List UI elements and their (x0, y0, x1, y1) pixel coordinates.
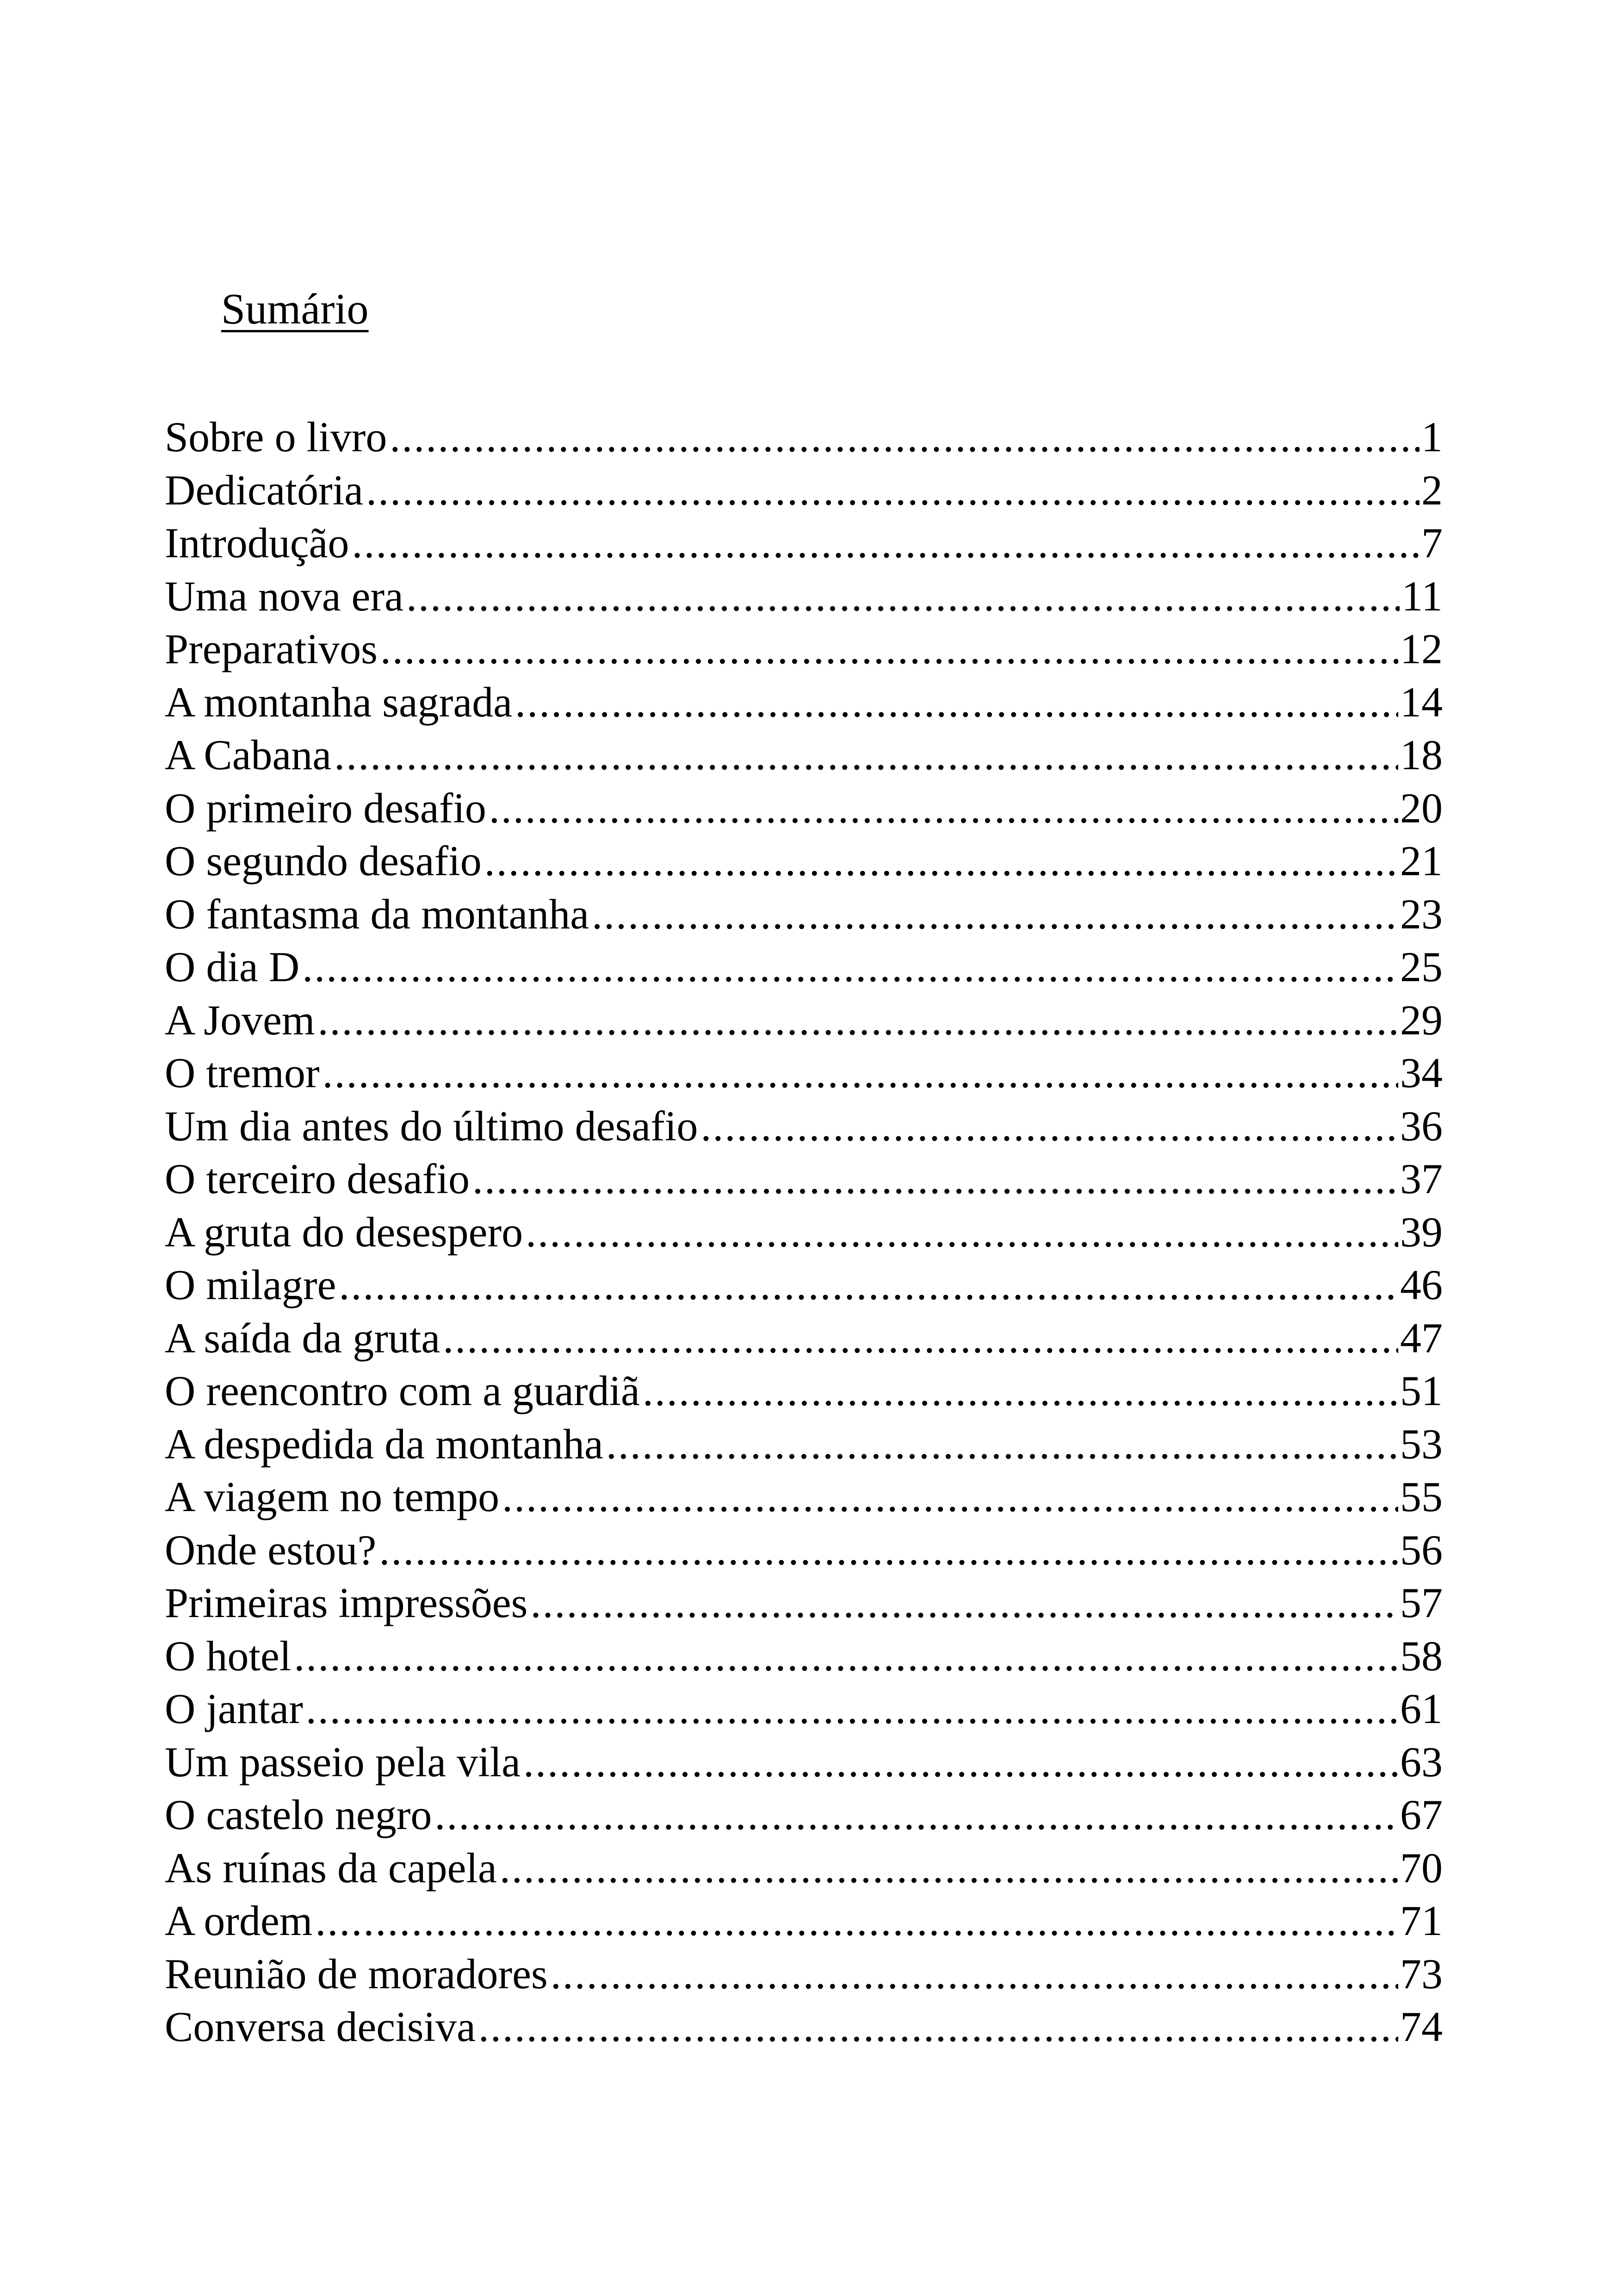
toc-entry-label: A despedida da montanha (165, 1420, 603, 1468)
toc-entry (165, 1418, 1443, 1471)
toc-entry-page-number: 29 (1400, 996, 1443, 1044)
toc-dot-leader (500, 1842, 1398, 1895)
toc-dot-leader (526, 1206, 1398, 1259)
toc-entry-label: Um passeio pela vila (165, 1738, 521, 1786)
toc-entry (165, 1630, 1443, 1683)
toc-entry-label: O fantasma da montanha (165, 890, 589, 938)
toc-entry (165, 1736, 1443, 1789)
toc-dot-leader (318, 994, 1398, 1047)
toc-entry (165, 1258, 1443, 1312)
toc-entry-page-number: 53 (1400, 1420, 1443, 1468)
toc-list (165, 411, 1443, 2053)
toc-dot-leader (434, 1788, 1398, 1842)
toc-entry-label: O segundo desafio (165, 837, 482, 884)
toc-entry-label: Um dia antes do último desafio (165, 1102, 698, 1150)
toc-entry (165, 1152, 1443, 1206)
toc-dot-leader (334, 728, 1398, 782)
toc-entry-label: Sobre o livro (165, 413, 387, 460)
toc-dot-leader (592, 888, 1398, 941)
toc-entry-label: A saída da gruta (165, 1314, 440, 1362)
toc-entry-label: O terceiro desafio (165, 1155, 470, 1202)
toc-entry-page-number: 57 (1400, 1579, 1443, 1626)
toc-dot-leader (406, 570, 1400, 623)
toc-entry-label: A ordem (165, 1897, 313, 1944)
toc-title: Sumário (221, 285, 369, 333)
toc-dot-leader (339, 1258, 1398, 1312)
toc-entry-page-number: 71 (1400, 1897, 1443, 1944)
toc-dot-leader (489, 782, 1398, 835)
toc-entry-page-number: 37 (1400, 1155, 1443, 1202)
toc-dot-leader (366, 464, 1420, 517)
toc-entry (165, 940, 1443, 994)
toc-entry-label: O tremor (165, 1049, 320, 1096)
toc-entry-label: Preparativos (165, 625, 378, 672)
toc-entry-label: Introdução (165, 519, 349, 566)
toc-entry-label: Primeiras impressões (165, 1579, 528, 1626)
toc-dot-leader (322, 1046, 1398, 1100)
toc-dot-leader (478, 2000, 1398, 2053)
toc-entry-page-number: 74 (1400, 2003, 1443, 2050)
toc-dot-leader (523, 1736, 1398, 1789)
toc-entry-page-number: 70 (1400, 1844, 1443, 1892)
toc-entry (165, 464, 1443, 517)
toc-entry (165, 1100, 1443, 1153)
toc-entry-label: O castelo negro (165, 1791, 432, 1838)
toc-entry-label: A montanha sagrada (165, 678, 513, 726)
toc-entry (165, 1842, 1443, 1895)
toc-entry-page-number: 7 (1421, 519, 1443, 566)
toc-entry-page-number: 55 (1400, 1473, 1443, 1520)
toc-entry-page-number: 36 (1400, 1102, 1443, 1150)
toc-entry (165, 1046, 1443, 1100)
toc-entry (165, 1470, 1443, 1524)
toc-entry (165, 1948, 1443, 2001)
toc-dot-leader (502, 1470, 1398, 1524)
toc-entry-label: Conversa decisiva (165, 2003, 476, 2050)
toc-entry (165, 2000, 1443, 2053)
toc-entry-label: O hotel (165, 1632, 291, 1680)
toc-entry-page-number: 12 (1400, 625, 1443, 672)
toc-entry-page-number: 25 (1400, 943, 1443, 990)
toc-entry-label: O dia D (165, 943, 300, 990)
toc-entry-page-number: 51 (1400, 1367, 1443, 1414)
toc-entry-page-number: 56 (1400, 1526, 1443, 1574)
toc-entry (165, 411, 1443, 464)
toc-entry-label: O reencontro com a guardiã (165, 1367, 640, 1414)
toc-entry (165, 1576, 1443, 1630)
toc-entry-label: Onde estou? (165, 1526, 377, 1574)
toc-entry-label: A Jovem (165, 996, 315, 1044)
toc-entry-label: Uma nova era (165, 572, 403, 620)
toc-entry (165, 570, 1443, 623)
toc-entry-label: A gruta do desespero (165, 1208, 523, 1256)
toc-dot-leader (701, 1100, 1398, 1153)
toc-entry (165, 676, 1443, 729)
toc-entry-page-number: 46 (1400, 1261, 1443, 1308)
toc-entry-label: A viagem no tempo (165, 1473, 500, 1520)
toc-dot-leader (643, 1364, 1398, 1418)
toc-entry (165, 1682, 1443, 1736)
toc-dot-leader (294, 1630, 1398, 1683)
toc-entry-page-number: 47 (1400, 1314, 1443, 1362)
toc-dot-leader (390, 411, 1420, 464)
toc-dot-leader (515, 676, 1398, 729)
toc-entry (165, 1206, 1443, 1259)
toc-entry (165, 1894, 1443, 1948)
toc-dot-leader (306, 1682, 1398, 1736)
toc-entry-page-number: 11 (1401, 572, 1443, 620)
toc-dot-leader (379, 1524, 1398, 1577)
toc-entry (165, 622, 1443, 676)
toc-entry-page-number: 61 (1400, 1685, 1443, 1732)
toc-entry-label: Reunião de moradores (165, 1950, 548, 1997)
toc-dot-leader (443, 1312, 1398, 1365)
toc-entry-page-number: 39 (1400, 1208, 1443, 1256)
toc-entry (165, 834, 1443, 888)
toc-dot-leader (484, 834, 1398, 888)
toc-entry-page-number: 20 (1400, 784, 1443, 832)
toc-entry-page-number: 2 (1421, 466, 1443, 514)
toc-entry-label: O primeiro desafio (165, 784, 486, 832)
toc-entry (165, 888, 1443, 941)
toc-entry (165, 1788, 1443, 1842)
toc-entry (165, 782, 1443, 835)
toc-entry-page-number: 18 (1400, 731, 1443, 778)
toc-entry (165, 1364, 1443, 1418)
toc-dot-leader (302, 940, 1398, 994)
toc-entry (165, 1312, 1443, 1365)
toc-dot-leader (315, 1894, 1398, 1948)
toc-dot-leader (530, 1576, 1398, 1630)
toc-dot-leader (352, 516, 1420, 570)
toc-dot-leader (472, 1152, 1398, 1206)
toc-entry-page-number: 1 (1421, 413, 1443, 460)
toc-entry (165, 728, 1443, 782)
toc-entry-label: A Cabana (165, 731, 332, 778)
toc-entry-label: O jantar (165, 1685, 303, 1732)
toc-entry-page-number: 23 (1400, 890, 1443, 938)
toc-dot-leader (551, 1948, 1398, 2001)
toc-entry-page-number: 63 (1400, 1738, 1443, 1786)
toc-entry-page-number: 67 (1400, 1791, 1443, 1838)
toc-entry-page-number: 21 (1400, 837, 1443, 884)
toc-dot-leader (380, 622, 1398, 676)
toc-entry-page-number: 34 (1400, 1049, 1443, 1096)
toc-entry-page-number: 58 (1400, 1632, 1443, 1680)
toc-entry-page-number: 73 (1400, 1950, 1443, 1997)
toc-entry-label: O milagre (165, 1261, 336, 1308)
toc-dot-leader (606, 1418, 1398, 1471)
toc-entry (165, 516, 1443, 570)
toc-entry-label: As ruínas da capela (165, 1844, 497, 1892)
toc-entry (165, 1524, 1443, 1577)
toc-entry-label: Dedicatória (165, 466, 364, 514)
toc-entry (165, 994, 1443, 1047)
toc-entry-page-number: 14 (1400, 678, 1443, 726)
